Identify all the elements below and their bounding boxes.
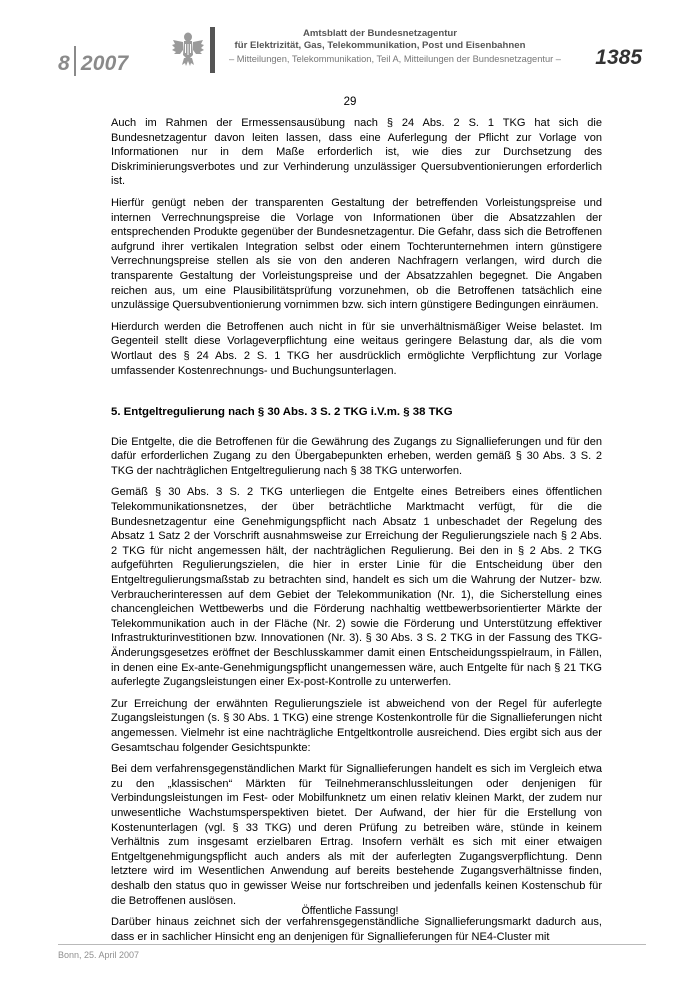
federal-eagle-icon bbox=[171, 30, 205, 68]
issue-number: 8 bbox=[58, 52, 70, 75]
issue-year: 2007 bbox=[80, 52, 129, 75]
paragraph: Gemäß § 30 Abs. 3 S. 2 TKG unterliegen die Entgelte eines Betreibers eines öffentlichen Telekommunikationsnetzes, der über beträchtliche Marktmacht verfügt, für die die Bundesnetzagentur eine Genehmigungspflicht nach Absatz 1 unbeschadet der Regelung des Absatz 1 Satz 2 der Vorschrift ausnahmsweise zur Erreichung der Regulierungsziele nach § 2 Abs. 2 TKG für nicht angemessen hält, der nachträglichen Regulierung. Bei den in § 2 Abs. 2 TKG aufgeführten Regulierungszielen, die hier in erster Linie für die Entscheidung über den Entgeltregulierungsmaßstab zu betrachten sind, handelt es sich um die Wahrung der Nutzer- bzw. Verbraucherinteressen auf dem Gebiet der Telekommunikation (Nr. 1), die Sicherstellung eines chancengleichen Wettbewerbs und die Förderung nachhaltig wettbewerbsorientierter Märkte der Telekommunikation auch in der Fläche (Nr. 2) sowie die Förderung und Unterstützung effektiver Infrastrukturinvestitionen bzw. Innovationen (Nr. 3). § 30 Abs. 3 S. 2 TKG in der Fassung des TKG-Änderungsgesetzes eröffnet der Beschlusskammer damit einen Entscheidungsspielraum, in Fällen, in denen eine Ex-ante-Genehmigungspflicht unangemessen wäre, auch Entgelte für nach § 21 TKG auferlegte Zugangsleistungen einer Ex-post-Kontrolle zu unterwerfen. bbox=[111, 486, 602, 689]
paragraph: Darüber hinaus zeichnet sich der verfahrensgegenständliche Signallieferungsmarkt dadurch aus, dass er in sachlicher Hinsicht eng an denjenigen für Signallieferungen für NE4-Cluster mit bbox=[111, 916, 602, 943]
paragraph: Zur Erreichung der erwähnten Regulierungsziele ist abweichend von der Regel für auferlegte Zugangsleistungen (s. § 30 Abs. 1 TKG) eine strenge Kostenkontrolle für die Signallieferungen nicht angemessen. Vielmehr ist eine nachträgliche Entgeltkontrolle ausreichend. Dies ergibt sich aus der Gesamtschau folgender Gesichtspunkte: bbox=[111, 697, 602, 754]
issue-divider bbox=[74, 46, 76, 76]
paragraph: Hierdurch werden die Betroffenen auch nicht in für sie unverhältnismäßiger Weise belastet. Im Gegenteil stellt diese Vorlageverpflichtung eine weitaus geringere Belastung dar, als die vom Wortlaut des § 24 Abs. 2 S. 1 TKG her ausdrücklich ermöglichte Verpflichtung zur Vorlage umfassender Kostenrechnungs- und Buchungsunterlagen. bbox=[111, 320, 602, 377]
header-divider bbox=[210, 27, 215, 73]
paragraph: Bei dem verfahrensgegenständlichen Markt für Signallieferungen handelt es sich im Vergleich etwa zu den „klassischen“ Märkten für Teilnehmeranschlussleitungen oder denjenigen für Verbindungsleistungen im Fest- oder Mobilfunknetz um einen relativ kleinen Markt, der zudem nur unwesentliche Wachstumsperspektiven bietet. Der Aufwand, der hier für die Erstellung von Kostenunterlagen (vgl. § 33 TKG) und deren Prüfung zu betreiben wäre, stünde in keinem Verhältnis zum insgesamt erzielbaren Ertrag. Insofern verhält es sich mit einer etwaigen Entgeltgenehmigungspflicht auch anders als mit der auferlegten Zugangsverpflichtung. Denn letztere wird im Wesentlichen Anwendung auf bereits bestehende Zugangsverhältnisse finden, deshalb den status quo in gewisser Weise nur fortschreiben und jedenfalls keinen Kostenschub für die Betroffenen auslösen. bbox=[111, 763, 602, 907]
footer-date: Bonn, 25. April 2007 bbox=[58, 950, 140, 960]
journal-page-number: 1385 bbox=[595, 46, 642, 69]
journal-title-line-2: für Elektrizität, Gas, Telekommunikation, Post und Eisenbahnen bbox=[234, 40, 526, 51]
paragraph: Auch im Rahmen der Ermessensausübung nach § 24 Abs. 2 S. 1 TKG hat sich die Bundesnetzagentur davon leiten lassen, dass eine Auferlegung der Pflicht zur Vorlage von Informationen nur in dem Maße erforderlich ist, wie dies zur Durchsetzung des Diskriminierungsverbotes und zur Verhinderung unzulässiger Quersubventionierungen erforderlich ist. bbox=[111, 117, 602, 188]
document-page-number: 29 bbox=[343, 96, 357, 108]
journal-subtitle: – Mitteilungen, Telekommunikation, Teil A, Mitteilungen der Bundesnetzagentur – bbox=[229, 54, 561, 64]
paragraph: Die Entgelte, die die Betroffenen für die Gewährung des Zugangs zu Signallieferungen und für den dafür erforderlichen Zugang zu den Übergabepunkten erheben, werden gemäß § 30 Abs. 3 S. 2 TKG der nachträglichen Entgeltregulierung nach § 38 TKG unterworfen. bbox=[111, 435, 602, 477]
section-heading: 5. Entgeltregulierung nach § 30 Abs. 3 S. 2 TKG i.V.m. § 38 TKG bbox=[111, 406, 453, 419]
journal-title-line-1: Amtsblatt der Bundesnetzagentur bbox=[302, 28, 458, 39]
footer-divider bbox=[58, 944, 646, 945]
issue-label bbox=[58, 46, 128, 76]
journal-title bbox=[229, 28, 531, 52]
document-body bbox=[111, 116, 602, 951]
public-version-note: Öffentliche Fassung! bbox=[301, 905, 399, 917]
paragraph: Hierfür genügt neben der transparenten Gestaltung der betreffenden Vorleistungspreise und internen Verrechnungspreise die Vorlage von Informationen über die Absatzzahlen der entsprechenden Produkte gegenüber der Bundesnetzagentur. Die Gefahr, dass sich die Betroffenen aufgrund ihrer vertikalen Integration selbst oder einem Tochterunternehmen intern günstigere Verrechnungspreise stellen als sie von den anderen Nachfragern verlangen, wird durch die transparente Gestaltung der Vorleistungspreise und der Absatzzahlen begegnet. Die Angaben reichen aus, um eine Plausibilitätsprüfung vorzunehmen, ob die Betroffenen tatsächlich eine unzulässige Quersubventionierung vornimmen bzw. sich intern günstigere Bedingungen einräumen. bbox=[111, 196, 602, 312]
